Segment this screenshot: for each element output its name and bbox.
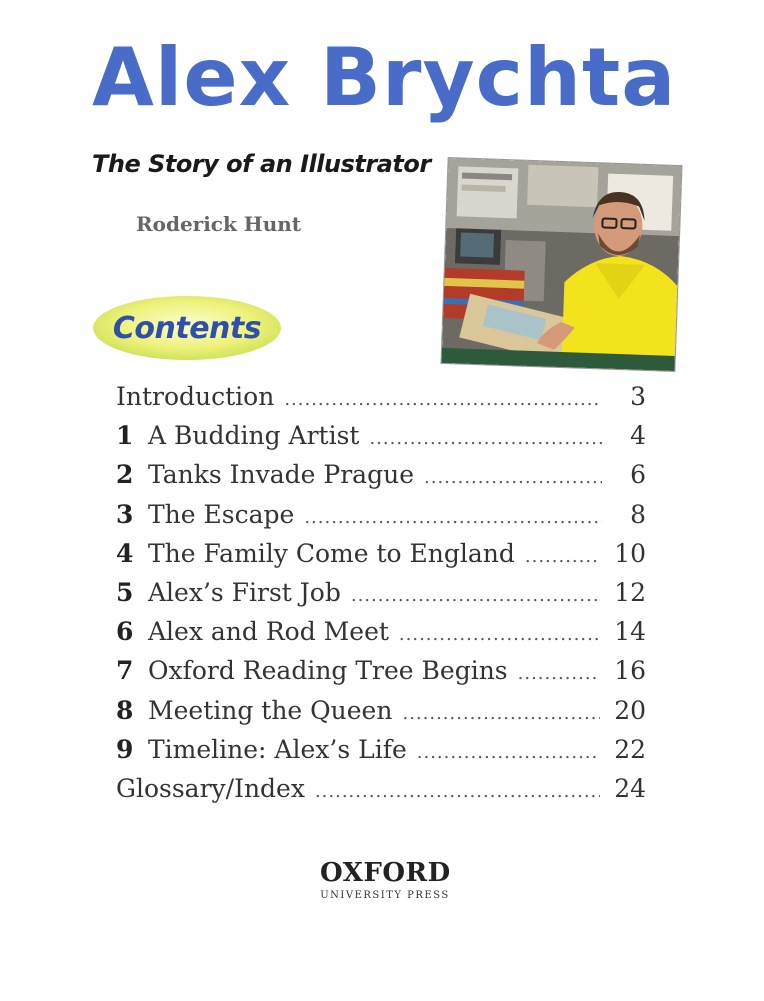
toc-entry-page: 24 — [614, 773, 646, 803]
portrait-photo-icon — [441, 158, 681, 371]
toc-entry — [116, 617, 646, 656]
toc-dot-leader — [525, 546, 600, 567]
toc-entry — [116, 539, 646, 578]
illustrator-portrait-photo — [441, 158, 681, 371]
toc-dot-leader — [424, 467, 602, 488]
toc-entry-number: 9 — [116, 734, 134, 764]
publisher-logo — [320, 860, 450, 901]
publisher-name: OXFORD — [320, 858, 451, 888]
toc-entry-number: 3 — [116, 499, 134, 529]
toc-dot-leader — [417, 742, 600, 763]
toc-entry-title: Alex and Rod Meet — [148, 617, 389, 647]
toc-entry-title: Oxford Reading Tree Begins — [148, 656, 508, 686]
toc-dot-leader — [518, 663, 601, 684]
contents-badge — [91, 294, 283, 362]
toc-dot-leader — [399, 624, 600, 645]
toc-entry-number: 7 — [116, 656, 134, 686]
toc-entry-title: A Budding Artist — [148, 421, 360, 451]
contents-heading: Contents — [112, 310, 262, 346]
toc-entry-number: 4 — [116, 538, 134, 568]
toc-entry-title: Tanks Invade Prague — [148, 460, 414, 490]
toc-entry-title: Introduction — [116, 382, 275, 411]
toc-dot-leader — [304, 507, 602, 528]
toc-entry-page: 4 — [630, 421, 646, 451]
toc-entry — [116, 696, 646, 735]
toc-entry-page: 3 — [630, 382, 646, 411]
toc-entry-page: 6 — [630, 460, 646, 490]
publisher-subname: UNIVERSITY PRESS — [320, 890, 450, 901]
toc-entry — [116, 578, 646, 617]
book-subtitle: The Story of an Illustrator — [92, 150, 431, 178]
toc-entry — [116, 382, 646, 421]
table-of-contents — [116, 382, 646, 813]
toc-dot-leader — [315, 781, 600, 802]
toc-entry — [116, 774, 646, 813]
toc-entry-title: Alex’s First Job — [148, 577, 341, 607]
toc-entry-page: 12 — [614, 577, 646, 607]
toc-dot-leader — [351, 585, 600, 606]
toc-entry-page: 16 — [614, 656, 646, 686]
toc-entry-title: Meeting the Queen — [148, 695, 393, 725]
toc-entry — [116, 735, 646, 774]
toc-entry-number: 1 — [116, 421, 134, 451]
toc-entry-number: 8 — [116, 695, 134, 725]
toc-entry-page: 20 — [614, 695, 646, 725]
toc-entry-page: 8 — [630, 499, 646, 529]
toc-entry-number: 6 — [116, 617, 134, 647]
toc-entry-page: 10 — [614, 538, 646, 568]
toc-entry-title: The Escape — [148, 499, 295, 529]
toc-entry-title: The Family Come to England — [148, 538, 515, 568]
author-name: Roderick Hunt — [136, 212, 302, 236]
toc-entry — [116, 656, 646, 695]
book-title: Alex Brychta — [92, 31, 677, 124]
toc-entry-title: Glossary/Index — [116, 773, 305, 803]
toc-dot-leader — [369, 428, 602, 449]
toc-entry — [116, 460, 646, 499]
toc-entry-page: 22 — [614, 734, 646, 764]
toc-entry-number: 2 — [116, 460, 134, 490]
toc-entry-page: 14 — [614, 617, 646, 647]
toc-entry-title: Timeline: Alex’s Life — [148, 734, 407, 764]
toc-entry-number: 5 — [116, 577, 134, 607]
toc-entry — [116, 500, 646, 539]
toc-entry — [116, 421, 646, 460]
toc-dot-leader — [284, 389, 602, 410]
toc-dot-leader — [402, 703, 600, 724]
